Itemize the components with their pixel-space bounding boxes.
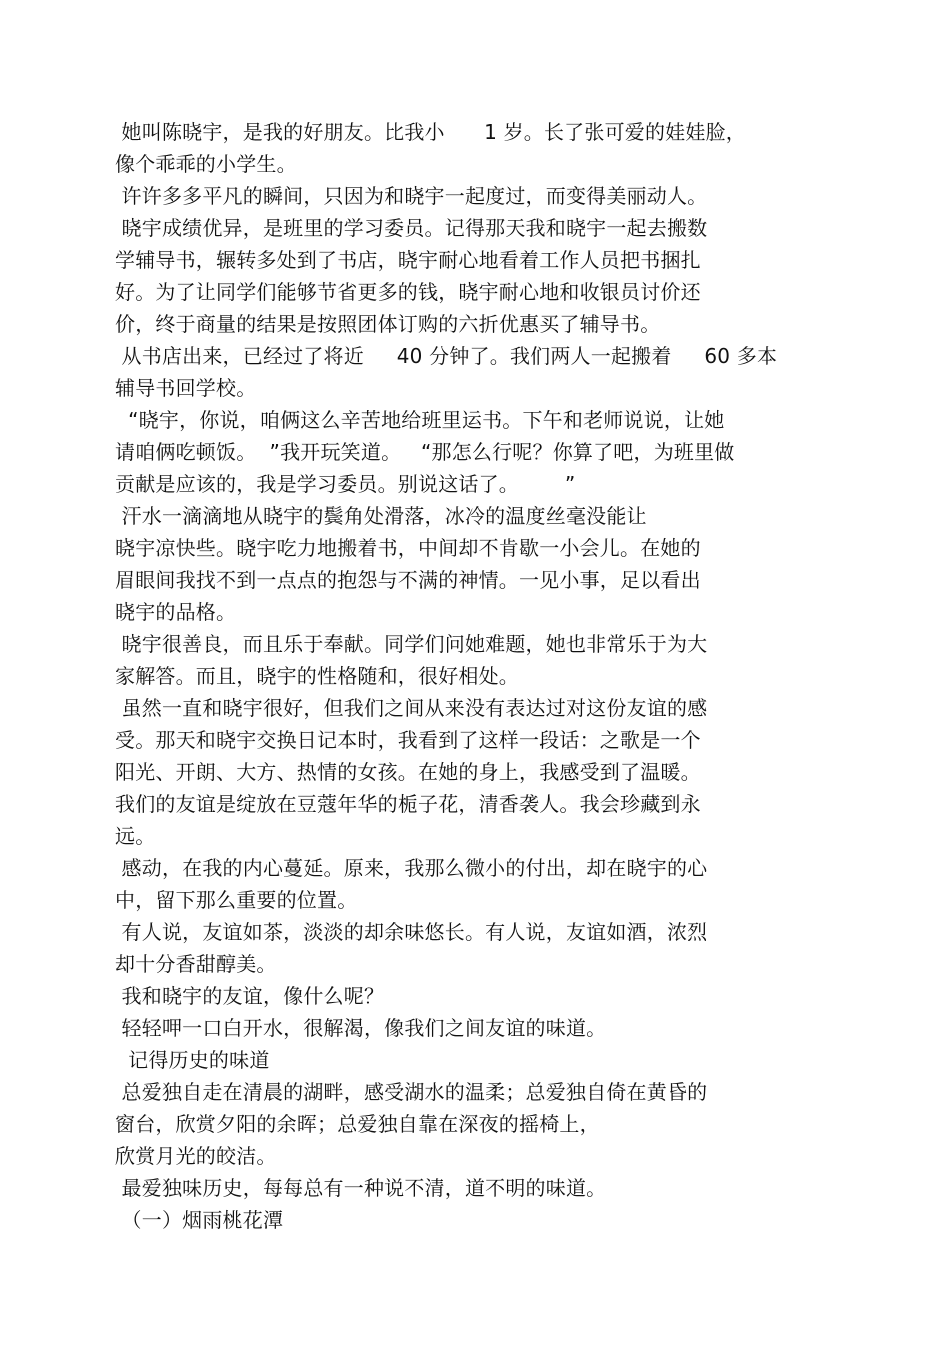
subsection-heading: （一）烟雨桃花潭 (115, 1208, 284, 1232)
text-line: 晓宇凉快些。晓宇吃力地搬着书，中间却不肯歇一小会儿。在她的 (115, 536, 701, 560)
text-line: 像个乖乖的小学生。 (115, 152, 297, 176)
text-line: 我们的友谊是绽放在豆蔻年华的栀子花，清香袭人。我会珍藏到永 (115, 792, 701, 816)
text-line: 窗台，欣赏夕阳的余晖；总爱独自靠在深夜的摇椅上， (115, 1112, 600, 1136)
text-line: 我和晓宇的友谊，像什么呢？ (115, 984, 385, 1008)
text-line: 家解答。而且，晓宇的性格随和，很好相处。 (115, 664, 519, 688)
text-line: 晓宇很善良，而且乐于奉献。同学们问她难题，她也非常乐于为大 (115, 632, 708, 656)
text-line: 请咱俩吃顿饭。 ”我开玩笑道。 “那怎么行呢？你算了吧，为班里做 (115, 440, 735, 464)
text-line: 许许多多平凡的瞬间，只因为和晓宇一起度过，而变得美丽动人。 (115, 184, 708, 208)
section-heading: 记得历史的味道 (115, 1048, 270, 1072)
text-line: 远。 (115, 824, 156, 848)
text-line: 从书店出来，已经过了将近 40 分钟了。我们两人一起搬着 60 多本 (115, 344, 778, 368)
text-line: 感动，在我的内心蔓延。原来，我那么微小的付出，却在晓宇的心 (115, 856, 708, 880)
text-line: 欣赏月光的皎洁。 (115, 1144, 277, 1168)
text-line: 受。那天和晓宇交换日记本时，我看到了这样一段话：之歌是一个 (115, 728, 701, 752)
text-line: 轻轻呷一口白开水，很解渴，像我们之间友谊的味道。 (115, 1016, 607, 1040)
text-line: 虽然一直和晓宇很好，但我们之间从来没有表达过对这份友谊的感 (115, 696, 708, 720)
text-line: 晓宇成绩优异，是班里的学习委员。记得那天我和晓宇一起去搬数 (115, 216, 708, 240)
text-line: 好。为了让同学们能够节省更多的钱，晓宇耐心地和收银员讨价还 (115, 280, 701, 304)
text-line: 辅导书回学校。 (115, 376, 257, 400)
text-line: 眉眼间我找不到一点点的抱怨与不满的神情。一见小事，足以看出 (115, 568, 701, 592)
text-line: 阳光、开朗、大方、热情的女孩。在她的身上，我感受到了温暖。 (115, 760, 701, 784)
text-line: 最爱独味历史，每每总有一种说不清，道不明的味道。 (115, 1176, 607, 1200)
text-line: 贡献是应该的，我是学习委员。别说这话了。 ” (115, 472, 576, 496)
text-line: 她叫陈晓宇，是我的好朋友。比我小 1 岁。长了张可爱的娃娃脸， (115, 120, 746, 144)
text-line: 总爱独自走在清晨的湖畔，感受湖水的温柔；总爱独自倚在黄昏的 (115, 1080, 708, 1104)
text-line: 中，留下那么重要的位置。 (115, 888, 358, 912)
text-line: 学辅导书，辗转多处到了书店，晓宇耐心地看着工作人员把书捆扎 (115, 248, 701, 272)
text-line: “晓宇，你说，咱俩这么辛苦地给班里运书。下午和老师说说，让她 (115, 408, 725, 432)
text-line: 有人说，友谊如茶，淡淡的却余味悠长。有人说，友谊如酒，浓烈 (115, 920, 708, 944)
text-line: 却十分香甜醇美。 (115, 952, 277, 976)
text-line: 汗水一滴滴地从晓宇的鬓角处滑落，冰冷的温度丝毫没能让 (115, 504, 647, 528)
text-line: 晓宇的品格。 (115, 600, 237, 624)
text-line: 价，终于商量的结果是按照团体订购的六折优惠买了辅导书。 (115, 312, 661, 336)
